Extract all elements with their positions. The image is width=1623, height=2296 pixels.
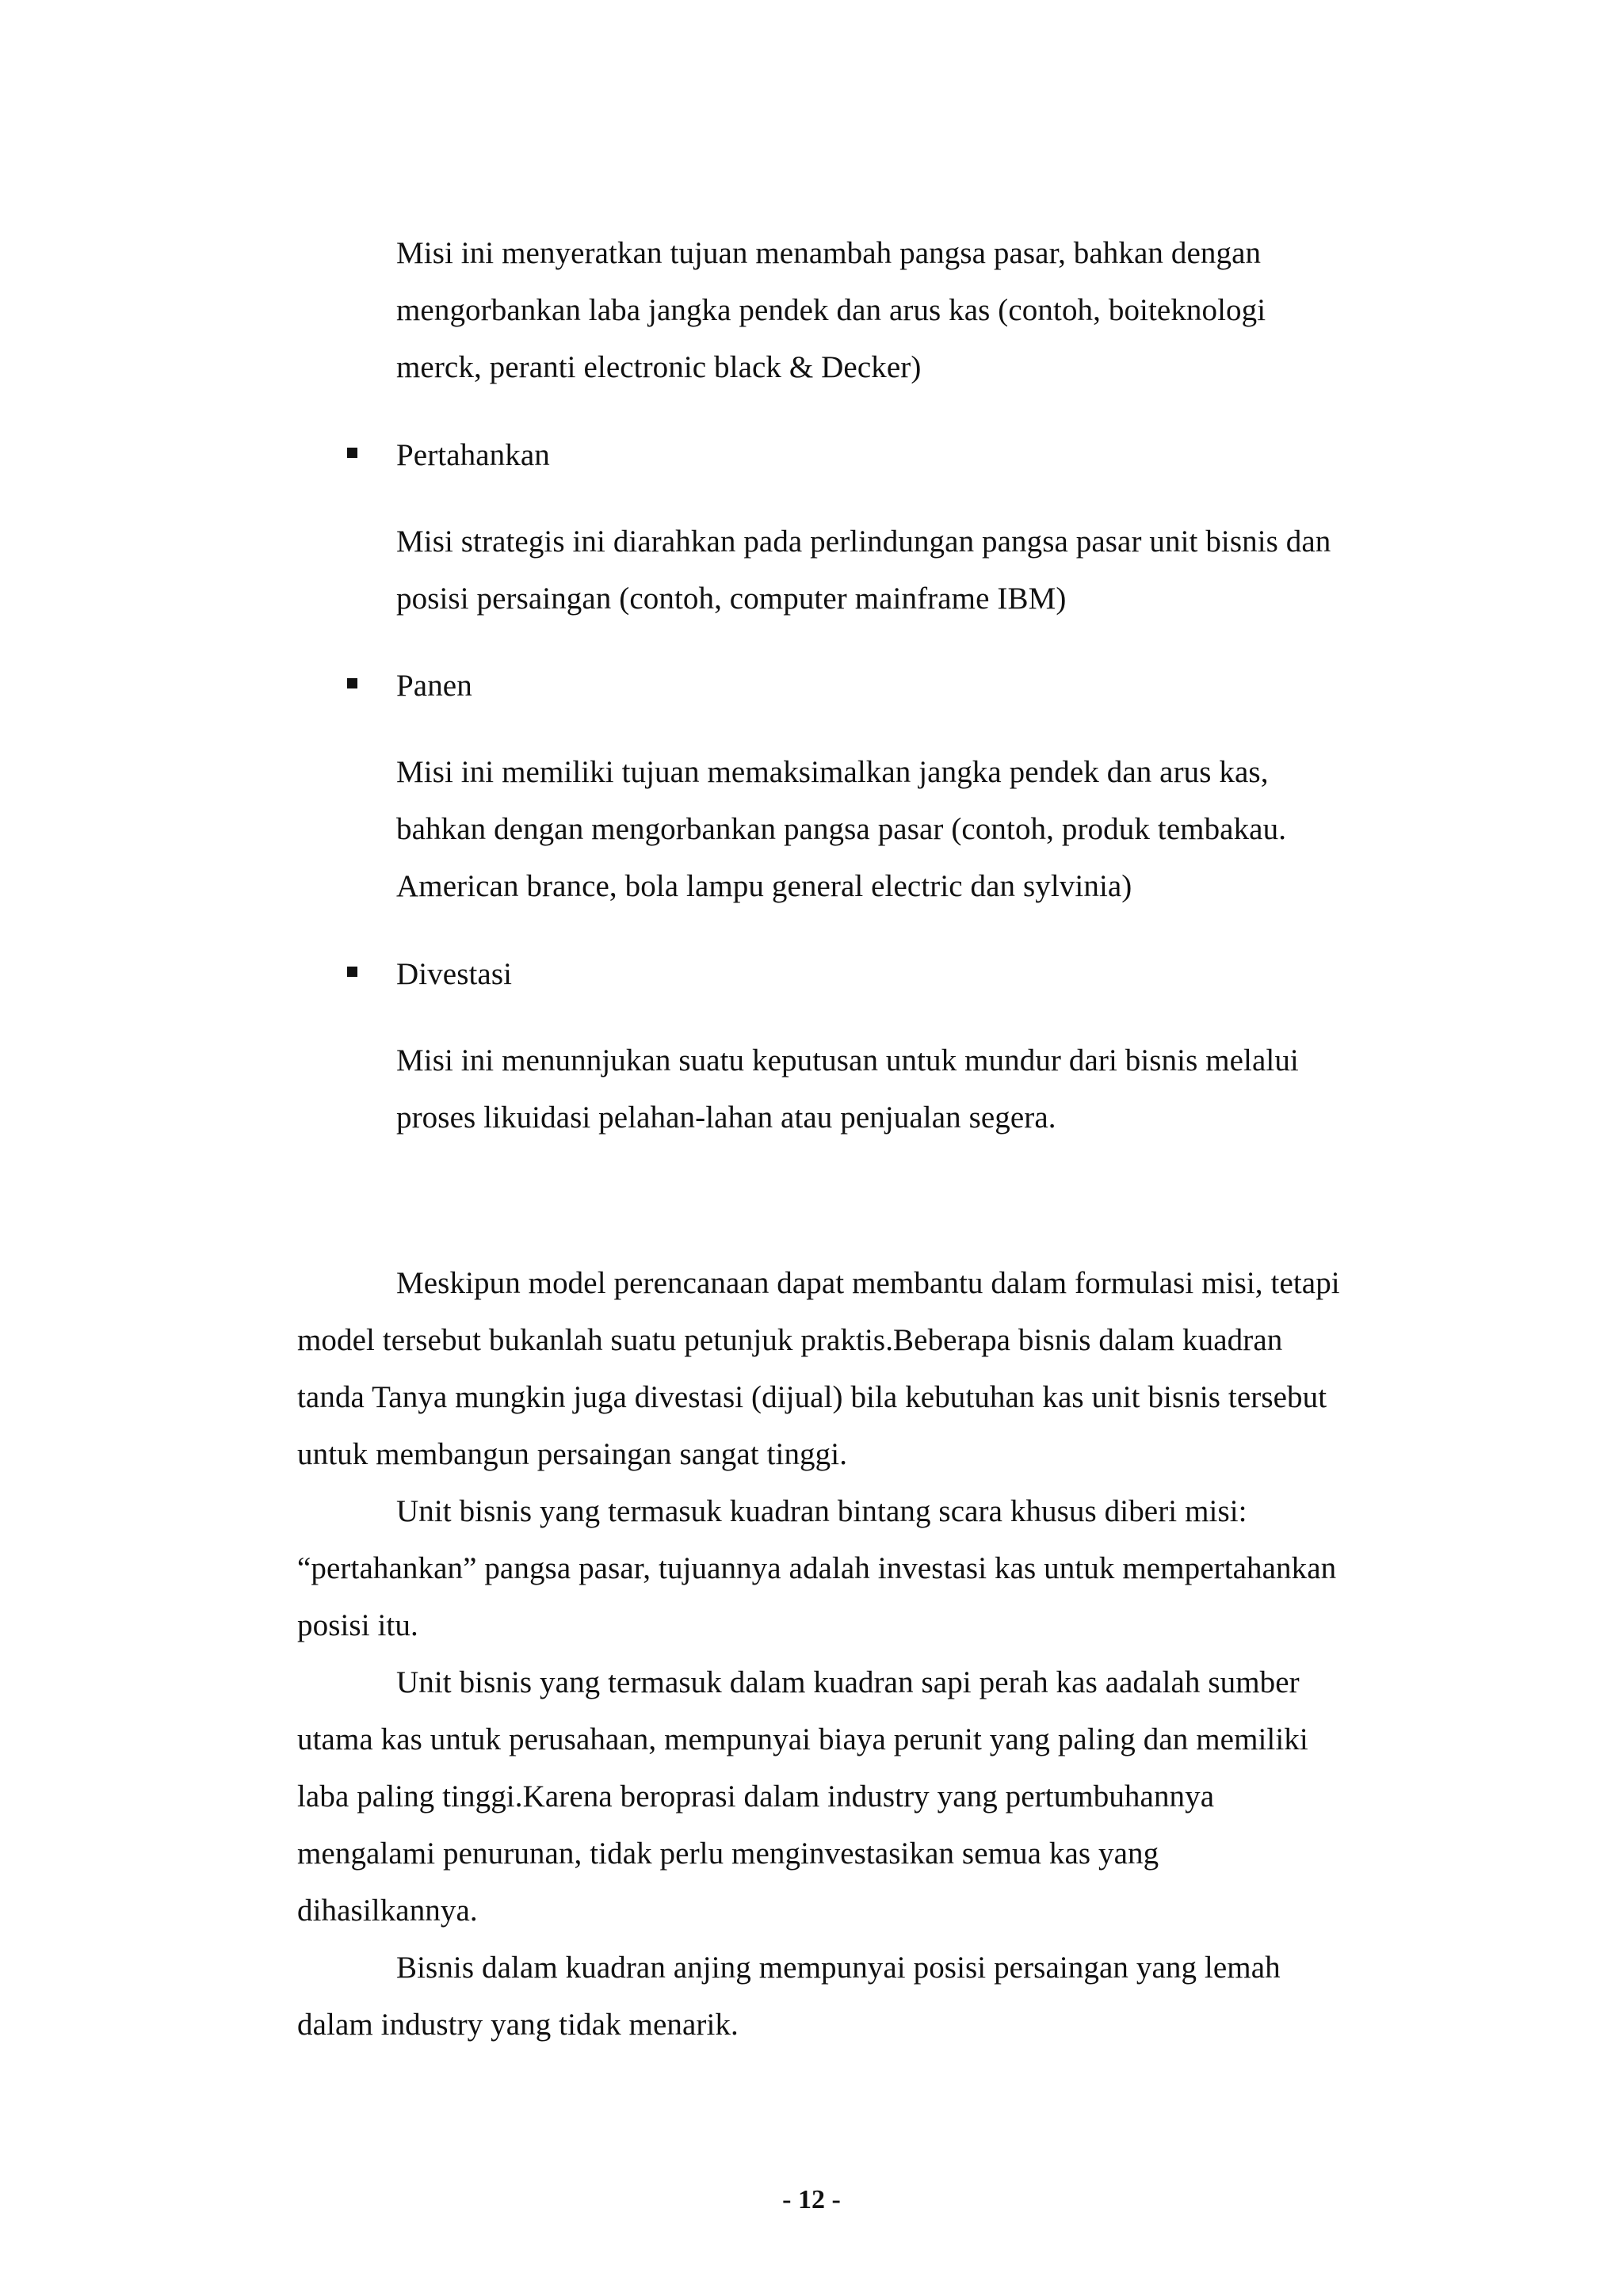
square-bullet-icon	[347, 678, 357, 688]
text-line: posisi persaingan (contoh, computer mainframe IBM)	[396, 582, 1067, 616]
text-line: Misi strategis ini diarahkan pada perlindungan pangsa pasar unit bisnis dan	[396, 524, 1331, 559]
text-line: untuk membangun persaingan sangat tinggi.	[297, 1437, 848, 1471]
text-line: dalam industry yang tidak menarik.	[297, 2008, 739, 2042]
text-line: Misi ini menunnjukan suatu keputusan untuk mundur dari bisnis melalui	[396, 1043, 1299, 1077]
square-bullet-icon	[347, 448, 357, 458]
page-number: - 12 -	[782, 2185, 841, 2214]
text-line: bahkan dengan mengorbankan pangsa pasar (contoh, produk tembakau.	[396, 812, 1287, 846]
text-line: posisi itu.	[297, 1608, 418, 1642]
bullet-title: Divestasi	[396, 957, 513, 991]
text-line: American brance, bola lampu general electric dan sylvinia)	[396, 869, 1132, 903]
text-line: “pertahankan” pangsa pasar, tujuannya adalah investasi kas untuk mempertahankan	[297, 1551, 1337, 1585]
text-line: Misi ini memiliki tujuan memaksimalkan jangka pendek dan arus kas,	[396, 755, 1269, 789]
text-line: dihasilkannya.	[297, 1894, 478, 1928]
text-line: proses likuidasi pelahan-lahan atau penjualan segera.	[396, 1100, 1056, 1135]
text-line: mengorbankan laba jangka pendek dan arus kas (contoh, boiteknologi	[396, 293, 1266, 327]
bullet-title: Panen	[396, 669, 472, 703]
text-line: Misi ini menyeratkan tujuan menambah pangsa pasar, bahkan dengan	[396, 236, 1262, 270]
text-line: tanda Tanya mungkin juga divestasi (dijual) bila kebutuhan kas unit bisnis tersebut	[297, 1380, 1327, 1414]
text-line: Bisnis dalam kuadran anjing mempunyai posisi persaingan yang lemah	[396, 1951, 1281, 1985]
text-line: laba paling tinggi.Karena beroprasi dalam industry yang pertumbuhannya	[297, 1779, 1215, 1814]
text-line: merck, peranti electronic black & Decker)	[396, 350, 922, 384]
bullet-title: Pertahankan	[396, 438, 550, 472]
text-line: Unit bisnis yang termasuk kuadran bintang scara khusus diberi misi:	[396, 1494, 1247, 1528]
text-line: utama kas untuk perusahaan, mempunyai biaya perunit yang paling dan memiliki	[297, 1722, 1308, 1756]
text-line: Meskipun model perencanaan dapat membantu dalam formulasi misi, tetapi	[396, 1266, 1340, 1300]
text-line: mengalami penurunan, tidak perlu menginvestasikan semua kas yang	[297, 1836, 1159, 1871]
square-bullet-icon	[347, 967, 357, 977]
text-line: model tersebut bukanlah suatu petunjuk praktis.Beberapa bisnis dalam kuadran	[297, 1323, 1283, 1357]
text-line: Unit bisnis yang termasuk dalam kuadran sapi perah kas aadalah sumber	[396, 1665, 1300, 1699]
